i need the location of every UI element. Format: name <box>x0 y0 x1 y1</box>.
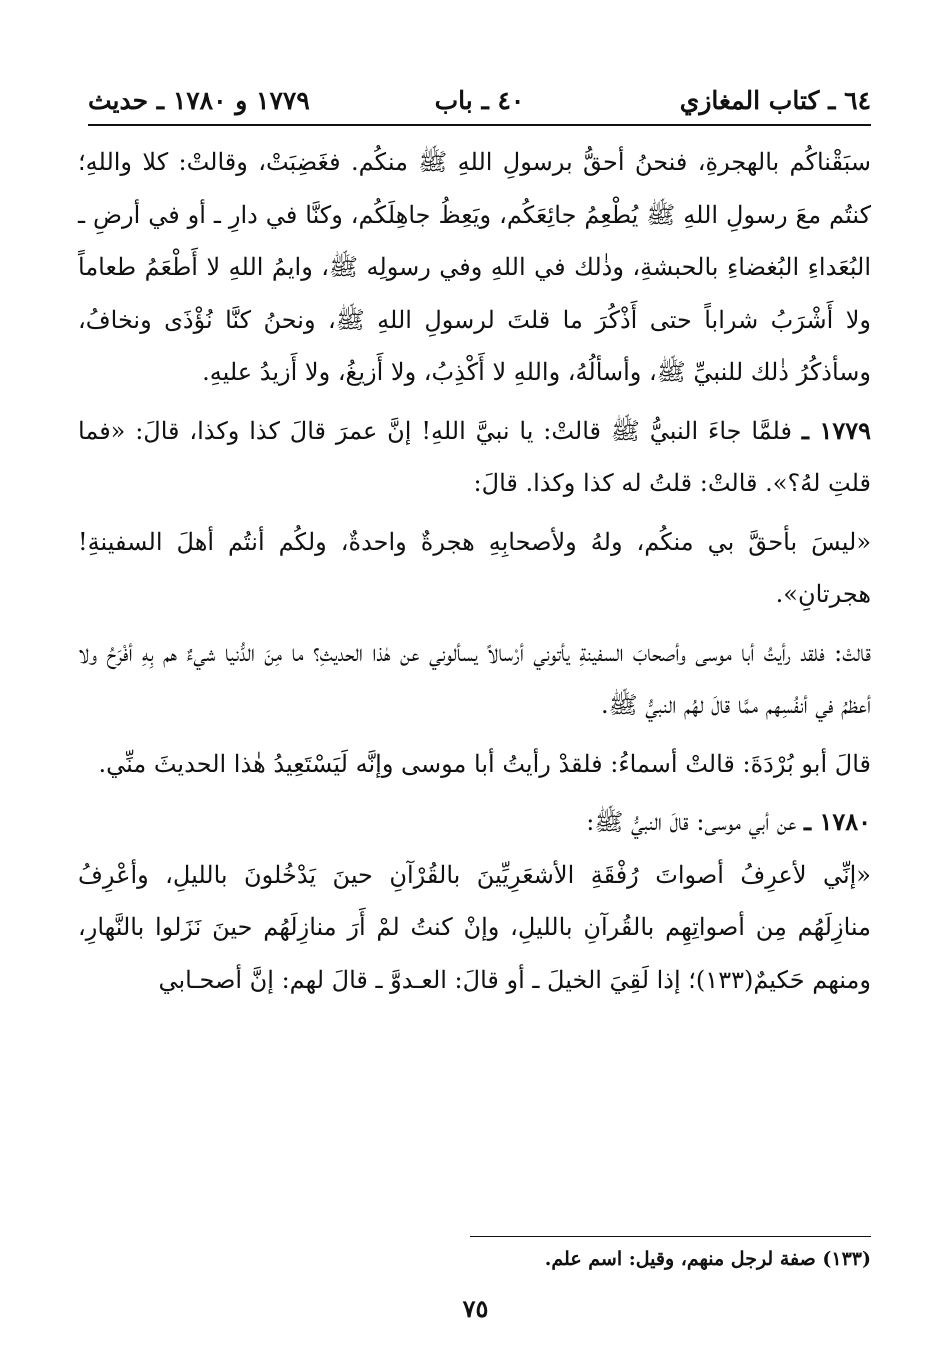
paragraph-text: قالَ أبو بُرْدَةَ: قالتْ أسماءُ: فلقدْ رأيتُ أبا موسى وإنَّه لَيَسْتَعِيدُ هٰذا الحديثَ منِّي. <box>98 749 871 778</box>
main-text <box>78 136 871 1006</box>
paragraph-text: عن أبي موسى: قالَ النبيُّ ﷺ: <box>586 808 797 836</box>
paragraph-text: فلمَّا جاءَ النبيُّ ﷺ قالتْ: يا نبيَّ اللهِ! إنَّ عمرَ قالَ كذا وكذا، قالَ: «فما قلتِ لهُ؟». قالتْ: قلتُ له كذا وكذا. قالَ: <box>78 416 871 497</box>
footnote-rule <box>470 1236 871 1237</box>
footnote: (١٣٣) صفة لرجل منهم، وقيل: اسم علم. <box>544 1248 871 1270</box>
header-rule <box>88 124 871 126</box>
paragraph-text: «ليسَ بأحقَّ بي منكُم، ولهُ ولأصحابِهِ هجرةٌ واحدةٌ، ولكُم أنتُم أهلَ السفينةِ! هجرتانِ». <box>78 527 871 608</box>
paragraph <box>78 136 871 399</box>
hadith-number: ١٧٧٩ ـ <box>801 415 871 445</box>
paragraph <box>78 516 871 621</box>
hadith-paragraph <box>78 796 871 849</box>
paragraph-text: قالتْ: فلقد رأيتُ أبا موسى وأصحابَ السفينةِ يأتوني أرْسالاً يسألوني عن هٰذا الحديثِ؟ ما مِنَ الدُّنيا شيءٌ هم بِهِ أفْرَحُ ولا أعظمُ في أنفُسِهم ممَّا قالَ لهُم النبيُّ ﷺ. <box>78 638 871 719</box>
paragraph-text: سبَقْناكُم بالهجرةِ، فنحنُ أحقُّ برسولِ اللهِ ﷺ منكُم. فغَضِبَتْ، وقالتْ: كلا واللهِ؛ كنتُم معَ رسولِ اللهِ ﷺ يُطْعِمُ جائِعَكُم، ويَعِظُ جاهِلَكُم، وكنَّا في دارِ ـ أو في أرضِ ـ البُعَداءِ البُغضاءِ بالحبشةِ، وذٰلك في اللهِ وفي رسولِه ﷺ، وايمُ اللهِ لا أَطْعَمُ طعاماً ولا أَشْرَبُ شراباً حتى أَذْكُرَ ما قلتَ لرسولِ اللهِ ﷺ، ونحنُ كنَّا نُؤْذَى ونخافُ، وسأذكُرُ ذٰلك للنبيِّ ﷺ، وأسألُهُ، واللهِ لا أَكْذِبُ، ولا أَزيغُ، ولا أَزيدُ عليهِ. <box>78 148 871 386</box>
page-number: ٧٥ <box>462 1294 489 1323</box>
paragraph <box>78 849 871 1007</box>
paragraph <box>78 738 871 791</box>
paragraph-text: «إنِّي لأعرِفُ أصواتَ رُفْقَةِ الأشعَرِيِّينَ بالقُرْآنِ حينَ يَدْخُلونَ بالليلِ، وأعْرِفُ منازِلَهُم مِن أصواتِهِم بالقُرآنِ بالليلِ، وإنْ كنتُ لمْ أَرَ منازِلَهُم حينَ نَزَلوا بالنَّهارِ، ومنهم حَكيمٌ(١٣٣)؛ إذا لَقِيَ الخيلَ ـ أو قالَ: العـدوَّ ـ قالَ لهم: إنَّ أصحـابي <box>78 860 871 994</box>
header-book-title: ٦٤ ـ كتاب المغازي <box>679 86 871 115</box>
paragraph <box>78 627 871 732</box>
header-chapter: ٤٠ ـ باب <box>434 86 525 115</box>
running-header <box>88 82 871 120</box>
hadith-number: ١٧٨٠ ـ <box>804 807 871 836</box>
header-hadith-range: ١٧٧٩ و ١٧٨٠ ـ حديث <box>88 86 310 115</box>
hadith-paragraph <box>78 405 871 510</box>
